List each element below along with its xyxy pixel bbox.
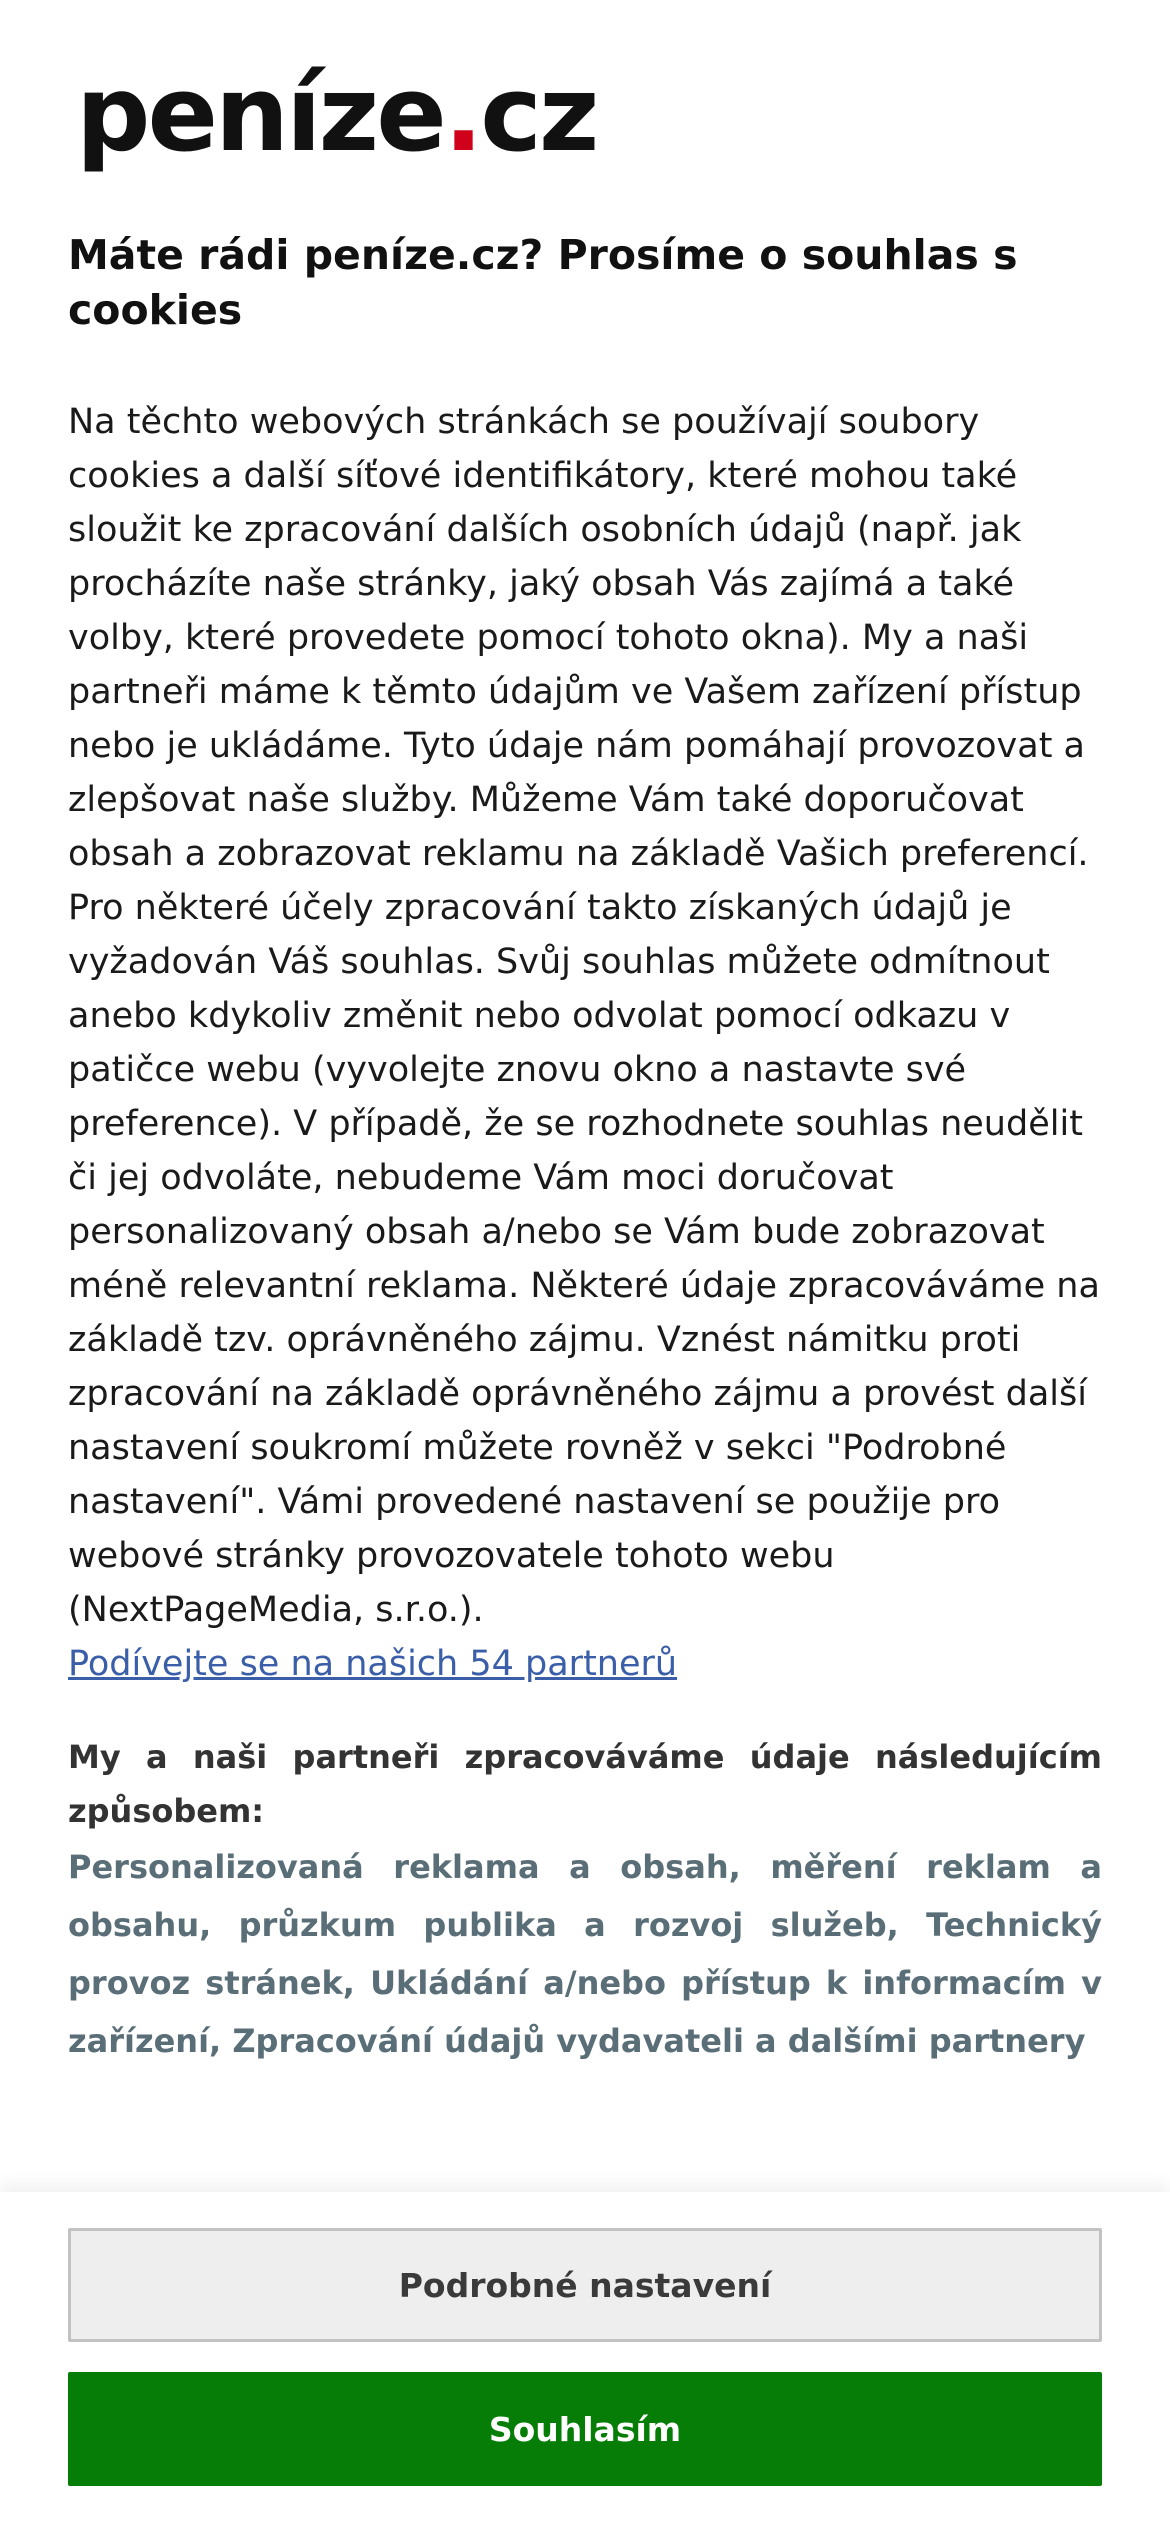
consent-body-text: Na těchto webových stránkách se používají soubory cookies a další síťové identifikátory, které mohou také sloužit ke zpracování dalších osobních údajů (např. jak procházíte naše stránky, jaký obsah Vás zajímá a také volby, které provedete pomocí tohoto okna). My a naši partneři máme k těmto údajům ve Vašem zařízení přístup nebo je ukládáme. Tyto údaje nám pomáhají provozovat a zlepšovat naše služby. Můžeme Vám také doporučovat obsah a zobrazovat reklamu na základě Vašich preferencí. Pro některé účely zpracování takto získaných údajů je vyžadován Váš souhlas. Svůj souhlas můžete odmítnout anebo kdykoliv změnit nebo odvolat pomocí odkazu v patičce webu (vyvolejte znovu okno a nastavte své preference). V případě, že se rozhodnete souhlas neudělit či jej odvoláte, nebudeme Vám moci doručovat personalizovaný obsah a/nebo se Vám bude zobrazovat méně relevantní reklama. Některé údaje zpracováváme na základě tzv. oprávněného zájmu. Vznést námitku proti zpracování na základě oprávněného zájmu a provést další nastavení soukromí můžete rovněž v sekci "Podrobné nastavení". Vámi provedené nastavení se použije pro webové stránky provozovatele tohoto webu (NextPageMedia, s.r.o.). <box>68 402 1100 1630</box>
partners-link[interactable]: Podívejte se na našich 54 partnerů <box>68 1644 678 1684</box>
consent-body <box>68 395 1108 1691</box>
accept-button[interactable]: Souhlasím <box>68 2372 1102 2486</box>
site-logo <box>76 44 596 184</box>
logo-text-main: peníze <box>76 53 444 175</box>
detailed-settings-button[interactable]: Podrobné nastavení <box>68 2228 1102 2342</box>
purposes-list: Personalizovaná reklama a obsah, měření reklam a obsahu, průzkum publika a rozvoj služeb, Technický provoz stránek, Ukládání a/nebo přístup k informacím v zařízení, Zpracování údajů vydavateli a dalšími partnery <box>68 1848 1102 2060</box>
purposes-section <box>68 1730 1102 2070</box>
logo-dot: . <box>443 53 481 175</box>
consent-footer <box>0 2192 1170 2532</box>
purposes-heading: My a naši partneři zpracováváme údaje následujícím způsobem: <box>68 1738 1102 1830</box>
logo-text-tld: cz <box>480 53 597 175</box>
consent-title: Máte rádi peníze.cz? Prosíme o souhlas s cookies <box>68 231 1018 334</box>
